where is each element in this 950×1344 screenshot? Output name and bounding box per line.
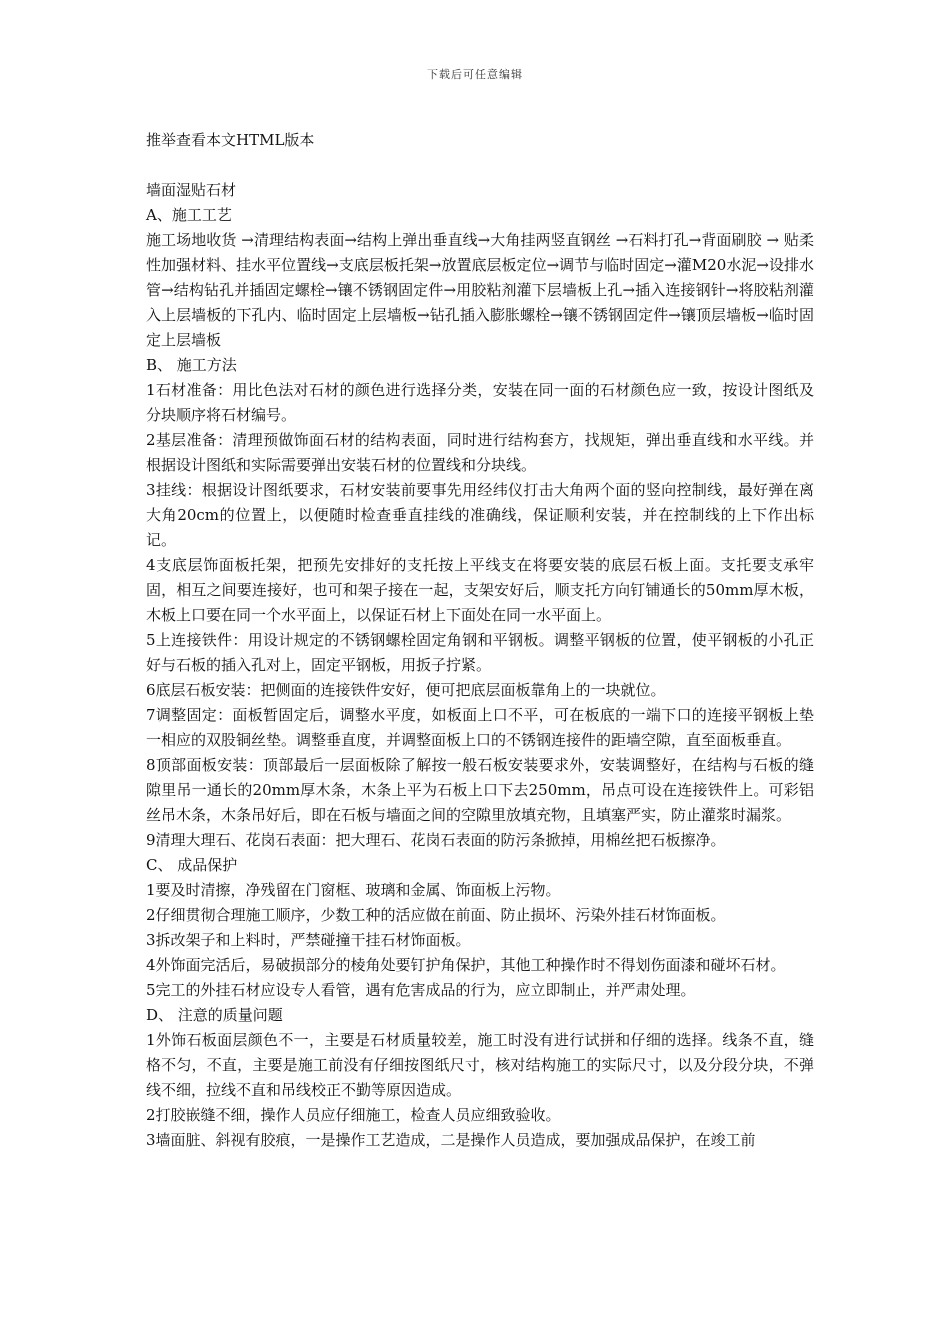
list-item: 8顶部面板安装：顶部最后一层面板除了解按一般石板安装要求外，安装调整好，在结构与石板的缝隙里吊一通长的20mm厚木条，木条上平为石板上口下去250mm，吊点可设在连接铁件上。可彩铝丝吊木条，木条吊好后，即在石板与墙面之间的空隙里放填充物，且填塞严实，防止灌浆时漏浆。 bbox=[146, 756, 814, 824]
list-item: 3墙面脏、斜视有胶痕，一是操作工艺造成，二是操作人员造成，要加强成品保护，在竣工前 bbox=[146, 1131, 756, 1149]
document-title: 墙面湿贴石材 bbox=[146, 181, 237, 199]
list-item: 1石材准备：用比色法对石材的颜色进行选择分类，安装在同一面的石材颜色应一致，按设计图纸及分块顺序将石材编号。 bbox=[146, 381, 814, 424]
page-header-note: 下载后可任意编辑 bbox=[427, 68, 523, 81]
list-item: 7调整固定：面板暂固定后，调整水平度，如板面上口不平，可在板底的一端下口的连接平钢板上垫一相应的双股铜丝垫。调整垂直度，并调整面板上口的不锈钢连接件的距墙空隙，直至面板垂直。 bbox=[146, 706, 814, 749]
list-item: 4支底层饰面板托架，把预先安排好的支托按上平线支在将要安装的底层石板上面。支托要支承牢固，相互之间要连接好，也可和架子接在一起，支架安好后，顺支托方向钉铺通长的50mm厚木板，木板上口要在同一个水平面上，以保证石材上下面处在同一水平面上。 bbox=[146, 556, 814, 624]
section-a-text: 施工场地收货 →清理结构表面→结构上弹出垂直线→大角挂两竖直钢丝 →石料打孔→背面刷胶 → 贴柔性加强材料、挂水平位置线→支底层板托架→放置底层板定位→调节与临时固定→灌M20水泥→设排水管→结构钻孔并插固定螺栓→镶不锈钢固定件→用胶粘剂灌下层墙板上孔→插入连接钢针→将胶粘剂灌入上层墙板的下孔内、临时固定上层墙板→钻孔插入膨胀螺栓→镶不锈钢固定件→镶顶层墙板→临时固定上层墙板 bbox=[146, 231, 814, 349]
list-item: 2打胶嵌缝不细，操作人员应仔细施工，检查人员应细致验收。 bbox=[146, 1106, 561, 1124]
list-item: 6底层石板安装：把侧面的连接铁件安好，便可把底层面板靠角上的一块就位。 bbox=[146, 681, 666, 699]
list-item: 9清理大理石、花岗石表面：把大理石、花岗石表面的防污条掀掉，用棉丝把石板擦净。 bbox=[146, 831, 726, 849]
list-item: 5上连接铁件：用设计规定的不锈钢螺栓固定角钢和平钢板。调整平钢板的位置，使平钢板的小孔正好与石板的插入孔对上，固定平钢板，用扳子拧紧。 bbox=[146, 631, 814, 674]
section-a-heading: A、施工工艺 bbox=[146, 206, 232, 224]
list-item: 3挂线：根据设计图纸要求，石材安装前要事先用经纬仪打击大角两个面的竖向控制线，最好弹在离大角20cm的位置上，以便随时检查垂直挂线的准确线，保证顺利安装，并在控制线的上下作出标记。 bbox=[146, 481, 814, 549]
document-body bbox=[146, 128, 814, 1153]
list-item: 3拆改架子和上料时，严禁碰撞干挂石材饰面板。 bbox=[146, 931, 471, 949]
section-d-heading: D、 注意的质量问题 bbox=[146, 1006, 283, 1024]
list-item: 2仔细贯彻合理施工顺序，少数工种的活应做在前面、防止损坏、污染外挂石材饰面板。 bbox=[146, 906, 726, 924]
list-item: 1外饰石板面层颜色不一，主要是石材质量较差，施工时没有进行试拼和仔细的选择。线条不直，缝格不匀，不直，主要是施工前没有仔细按图纸尺寸，核对结构施工的实际尺寸，以及分段分块，不弹线不细，拉线不直和吊线校正不勤等原因造成。 bbox=[146, 1031, 814, 1099]
list-item: 2基层准备：清理预做饰面石材的结构表面，同时进行结构套方，找规矩，弹出垂直线和水平线。并根据设计图纸和实际需要弹出安装石材的位置线和分块线。 bbox=[146, 431, 814, 474]
html-version-link[interactable]: 推举查看本文HTML版本 bbox=[146, 131, 315, 149]
list-item: 4外饰面完活后，易破损部分的棱角处要钉护角保护，其他工种操作时不得划伤面漆和碰坏石材。 bbox=[146, 956, 786, 974]
list-item: 5完工的外挂石材应设专人看管，遇有危害成品的行为，应立即制止，并严肃处理。 bbox=[146, 981, 696, 999]
section-b-heading: B、 施工方法 bbox=[146, 356, 237, 374]
list-item: 1要及时清擦，净残留在门窗框、玻璃和金属、饰面板上污物。 bbox=[146, 881, 561, 899]
section-c-heading: C、 成品保护 bbox=[146, 856, 238, 874]
